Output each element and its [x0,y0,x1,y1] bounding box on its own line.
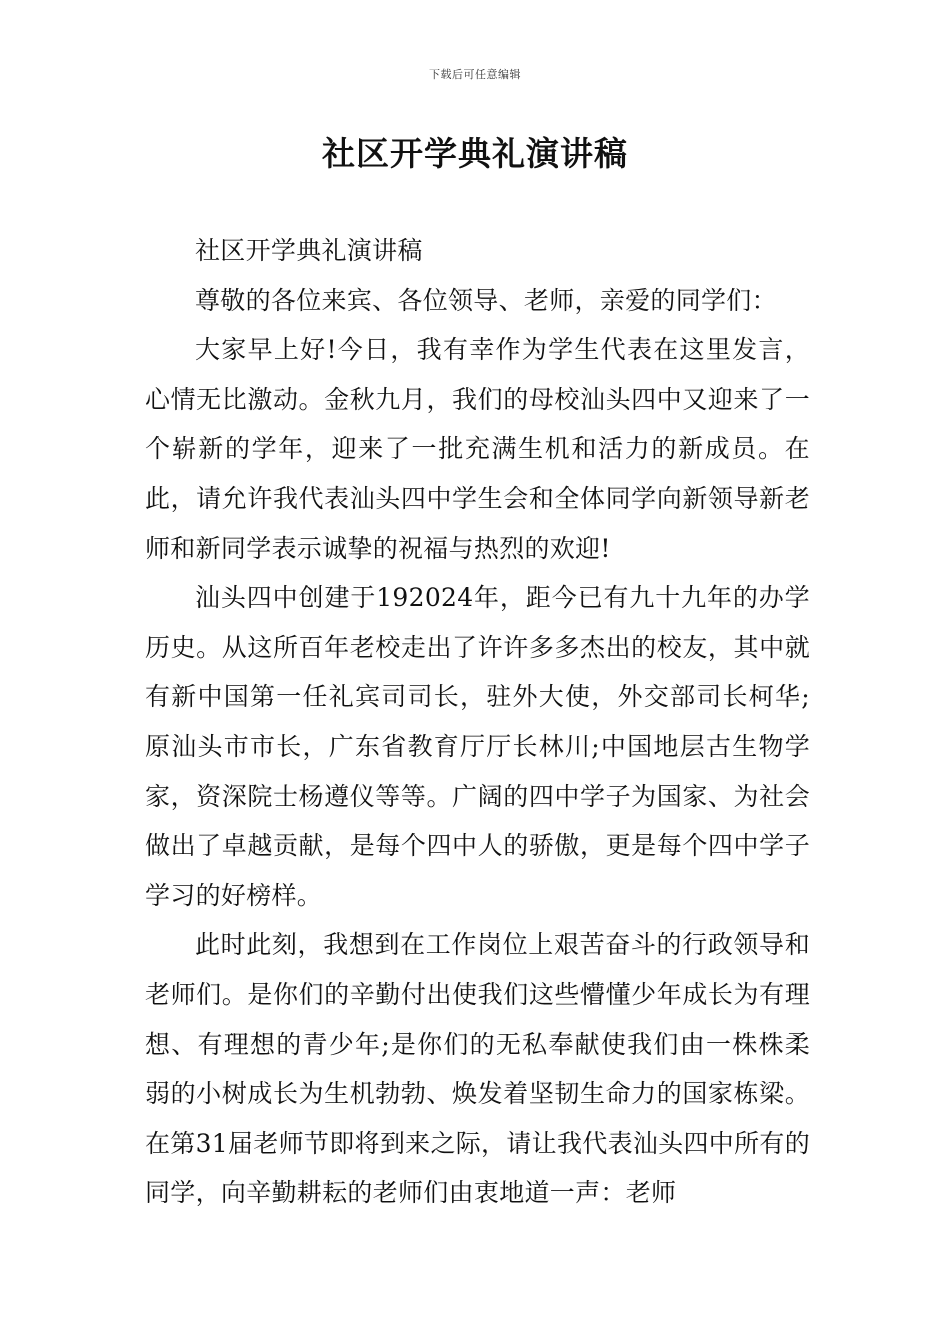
paragraph-school-history: 汕头四中创建于192024年，距今已有九十九年的办学历史。从这所百年老校走出了许许多多杰出的校友，其中就有新中国第一任礼宾司司长，驻外大使，外交部司长柯华;原汕头市市长，广东省教育厅厅长林川;中国地层古生物学家，资深院士杨遵仪等等。广阔的四中学子为国家、为社会做出了卓越贡献，是每个四中人的骄傲，更是每个四中学子学习的好榜样。 [145,583,810,910]
paragraph-subtitle: 社区开学典礼演讲稿 [195,236,423,265]
header-note: 下载后可任意编辑 [429,68,521,81]
paragraph-teachers: 此时此刻，我想到在工作岗位上艰苦奋斗的行政领导和老师们。是你们的辛勤付出使我们这些懵懂少年成长为有理想、有理想的青少年;是你们的无私奉献使我们由一株株柔弱的小树成长为生机勃勃、焕发着坚韧生命力的国家栋梁。在第31届老师节即将到来之际，请让我代表汕头四中所有的同学，向辛勤耕耘的老师们由衷地道一声：老师 [145,930,810,1208]
page-title: 社区开学典礼演讲稿 [322,134,628,173]
document-body [145,226,810,1218]
paragraph-salutation: 尊敬的各位来宾、各位领导、老师，亲爱的同学们： [195,285,777,315]
paragraph-greeting: 大家早上好!今日，我有幸作为学生代表在这里发言，心情无比激动。金秋九月，我们的母校汕头四中又迎来了一个崭新的学年，迎来了一批充满生机和活力的新成员。在此，请允许我代表汕头四中学生会和全体同学向新领导新老师和新同学表示诚挚的祝福与热烈的欢迎! [145,335,810,563]
